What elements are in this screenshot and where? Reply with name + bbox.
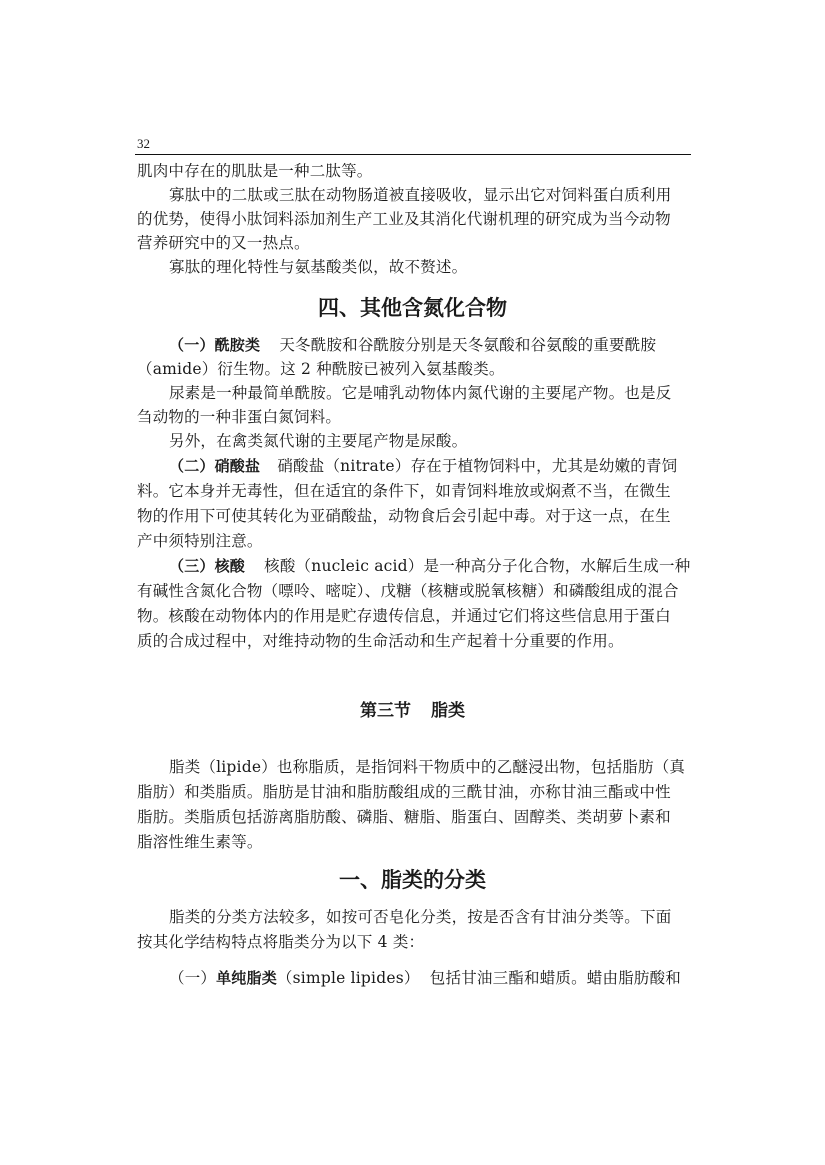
text-line: （amide）衍生物。这 2 种酰胺已被列入氨基酸类。 xyxy=(137,360,505,378)
text-line: 物。核酸在动物体内的作用是贮存遗传信息，并通过它们将这些信息用于蛋白 xyxy=(137,607,671,625)
text-line: 脂肪）和类脂质。脂肪是甘油和脂肪酸组成的三酰甘油，亦称甘油三酯或中性 xyxy=(137,783,671,801)
text-line: 营养研究中的又一热点。 xyxy=(137,234,310,252)
subsection-label-amides: （一）酰胺类 xyxy=(169,336,261,354)
header-rule xyxy=(135,154,691,155)
text-line xyxy=(169,334,656,356)
text-line: 寡肽的理化特性与氨基酸类似，故不赘述。 xyxy=(169,258,468,276)
text-line: 脂类的分类方法较多，如按可否皂化分类，按是否含有甘油分类等。下面 xyxy=(169,908,672,926)
text-line: 产中须特别注意。 xyxy=(137,532,263,550)
text-line xyxy=(169,455,677,477)
text-line xyxy=(169,555,690,577)
text-line: 肌肉中存在的肌肽是一种二肽等。 xyxy=(137,162,373,180)
subsection-label-simple-lipids: 单纯脂类 xyxy=(216,969,277,987)
heading-lipid-classification: 一、脂类的分类 xyxy=(339,868,486,892)
text-line: 尿素是一种最简单酰胺。它是哺乳动物体内氮代谢的主要尾产物。也是反 xyxy=(169,384,672,402)
text-span: （一） xyxy=(169,969,217,987)
heading-other-nitrogen-compounds: 四、其他含氮化合物 xyxy=(318,296,507,320)
text-line: 按其化学结构特点将脂类分为以下 4 类： xyxy=(137,933,425,951)
text-line: 质的合成过程中，对维持动物的生命活动和生产起着十分重要的作用。 xyxy=(137,632,624,650)
text-line xyxy=(169,967,681,989)
page-number: 32 xyxy=(137,136,150,151)
text-line: 脂溶性维生素等。 xyxy=(137,833,263,851)
text-line: 料。它本身并无毒性，但在适宜的条件下，如青饲料堆放或焖煮不当，在微生 xyxy=(137,482,671,500)
section-heading-lipids: 第三节 脂类 xyxy=(360,701,465,721)
text-line: 刍动物的一种非蛋白氮饲料。 xyxy=(137,408,342,426)
text-span: 天冬酰胺和谷酰胺分别是天冬氨酸和谷氨酸的重要酰胺 xyxy=(279,336,657,354)
text-span: （simple lipides） 包括甘油三酯和蜡质。蜡由脂肪酸和 xyxy=(276,969,682,987)
text-line: 寡肽中的二肽或三肽在动物肠道被直接吸收，显示出它对饲料蛋白质利用 xyxy=(169,186,672,204)
subsection-label-nitrate: （二）硝酸盐 xyxy=(169,457,261,475)
text-line: 物的作用下可使其转化为亚硝酸盐，动物食后会引起中毒。对于这一点，在生 xyxy=(137,507,671,525)
text-line: 另外，在禽类氮代谢的主要尾产物是尿酸。 xyxy=(169,432,468,450)
text-span: 核酸（nucleic acid）是一种高分子化合物，水解后生成一种 xyxy=(264,557,691,575)
text-line: 脂类（lipide）也称脂质，是指饲料干物质中的乙醚浸出物，包括脂肪（真 xyxy=(169,758,686,776)
text-line: 的优势，使得小肽饲料添加剂生产工业及其消化代谢机理的研究成为当今动物 xyxy=(137,210,671,228)
text-line: 脂肪。类脂质包括游离脂肪酸、磷脂、糖脂、脂蛋白、固醇类、类胡萝卜素和 xyxy=(137,808,671,826)
text-span: 硝酸盐（nitrate）存在于植物饲料中，尤其是幼嫩的青饲 xyxy=(277,457,678,475)
text-line: 有碱性含氮化合物（嘌呤、嘧啶）、戊糖（核糖或脱氧核糖）和磷酸组成的混合 xyxy=(137,582,679,600)
subsection-label-nucleic-acid: （三）核酸 xyxy=(169,557,246,575)
